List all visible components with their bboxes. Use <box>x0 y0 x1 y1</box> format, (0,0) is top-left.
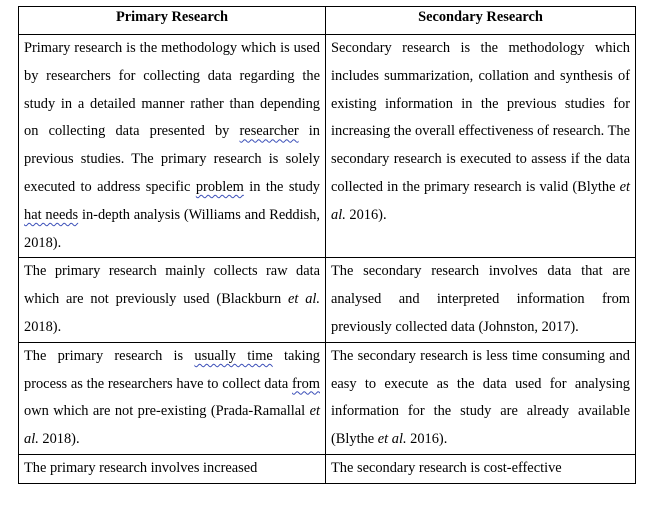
et-al-text: et al. <box>24 403 320 448</box>
text: 2016). <box>345 206 387 223</box>
et-al-text: et al. <box>377 431 407 448</box>
cell-secondary-definition <box>326 35 636 258</box>
text: The secondary research is less time consuming and easy to execute as the data used for analysing information for the study are already available (Blythe <box>331 347 630 448</box>
header-primary-research: Primary Research <box>19 7 326 35</box>
text: taking process as the researchers have to collect data <box>24 347 320 392</box>
table-row <box>19 258 636 342</box>
cell-secondary-data <box>326 258 636 342</box>
et-al-text: et al. <box>331 178 630 223</box>
header-secondary-research: Secondary Research <box>326 7 636 35</box>
cell-primary-data <box>19 258 326 342</box>
text: in the study <box>243 178 320 195</box>
cell-secondary-time <box>326 342 636 454</box>
cell-primary-definition <box>19 35 326 258</box>
cell-secondary-cost <box>326 454 636 483</box>
et-al-text: et al. <box>287 291 320 308</box>
text: Primary research is the methodology which is used by researchers for collecting data regarding the study in a detailed manner rather than depending on collecting data presented by <box>24 40 320 140</box>
grammar-flagged-text: problem <box>195 178 244 195</box>
text: The secondary research involves data that are analysed and interpreted information from previously collected data (Johnston, 2017). <box>331 263 630 335</box>
table-row <box>19 342 636 454</box>
text: Secondary research is the methodology which includes summarization, collation and synthesis of existing information in the previous studies for increasing the overall effectiveness of research. The secondary research is executed to assess if the data collected in the primary research is valid (Blythe <box>331 40 630 195</box>
text: 2018). <box>38 431 80 448</box>
cell-primary-cost <box>19 454 326 483</box>
grammar-flagged-text: hat needs <box>24 206 79 223</box>
text: own which are not pre-existing (Prada-Ramallal <box>24 403 310 420</box>
text: 2016). <box>406 431 448 448</box>
grammar-flagged-text: researcher <box>239 123 299 140</box>
text: The secondary research is cost-effective <box>331 459 562 476</box>
table-row <box>19 454 636 483</box>
text: The primary research is <box>24 347 195 364</box>
cell-primary-time <box>19 342 326 454</box>
table-header-row <box>19 7 636 35</box>
text: in-depth analysis (Williams and Reddish, 2018). <box>24 206 320 251</box>
text: The primary research mainly collects raw data which are not previously used (Blackburn <box>24 263 320 308</box>
table-row <box>19 35 636 258</box>
grammar-flagged-text: from <box>292 375 320 392</box>
text: 2018). <box>24 318 62 335</box>
text: in previous studies. The primary research is solely executed to address specific <box>24 123 320 195</box>
grammar-flagged-text: usually time <box>194 347 273 364</box>
comparison-table <box>18 6 636 484</box>
text: The primary research involves increased <box>24 459 258 476</box>
